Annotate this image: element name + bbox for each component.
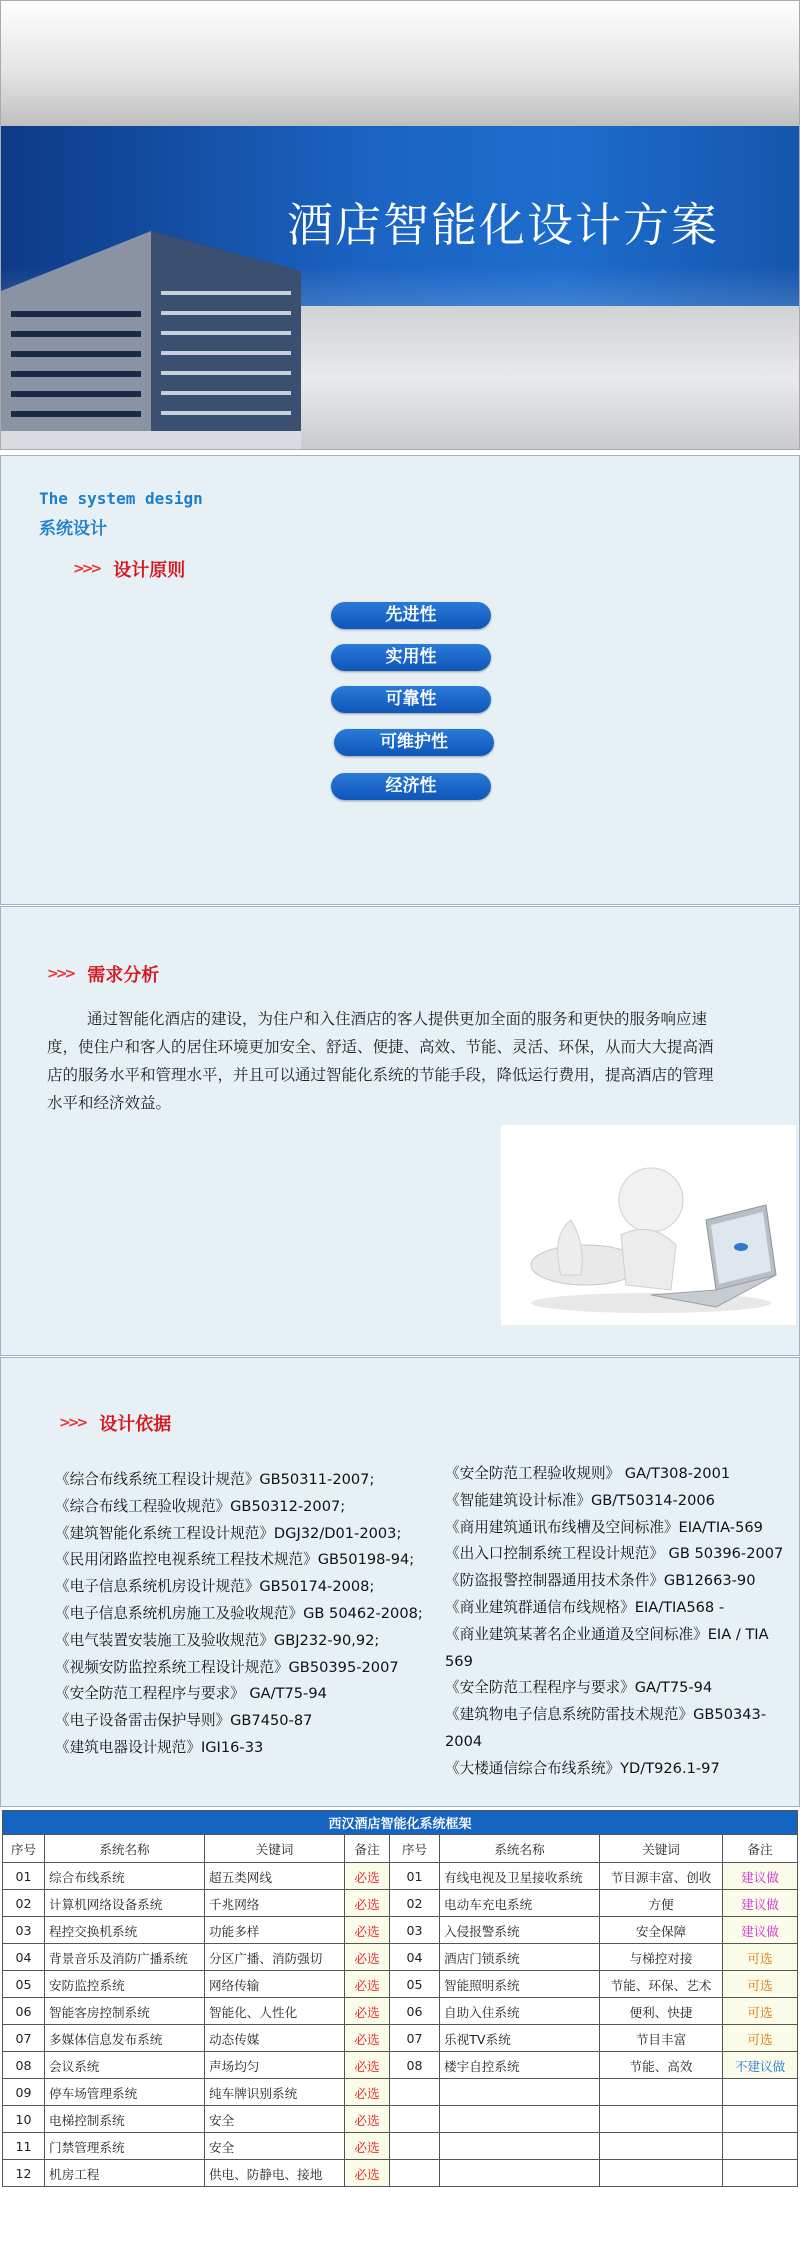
row-system-name: 自助入住系统	[440, 1998, 600, 2025]
header-note: 备注	[723, 1835, 798, 1863]
english-title: The system design	[39, 489, 203, 508]
row-keyword	[600, 2160, 723, 2187]
standard-item: 《电气装置安装施工及验收规范》GBJ232-90,92;	[55, 1631, 380, 1649]
row-note	[723, 2133, 798, 2160]
basis-heading-text: 设计依据	[99, 1414, 172, 1435]
row-index: 07	[390, 2025, 440, 2052]
row-system-name: 乐视TV系统	[440, 2025, 600, 2052]
row-system-name: 入侵报警系统	[440, 1917, 600, 1944]
row-system-name: 智能照明系统	[440, 1971, 600, 1998]
row-keyword	[600, 2133, 723, 2160]
row-note	[723, 2160, 798, 2187]
table-caption: 西汉酒店智能化系统框架	[3, 1811, 798, 1835]
row-index: 04	[3, 1944, 45, 1971]
principle-pill-maintainable: 可维护性	[334, 729, 494, 756]
standard-item: 《建筑智能化系统工程设计规范》DGJ32/D01-2003;	[55, 1524, 402, 1542]
chinese-title: 系统设计	[39, 519, 107, 539]
row-keyword: 功能多样	[205, 1917, 345, 1944]
row-note: 必选	[345, 2160, 390, 2187]
needs-heading	[47, 961, 159, 987]
standard-item: 《建筑电器设计规范》IGI16-33	[55, 1738, 264, 1756]
row-keyword: 智能化、人性化	[205, 1998, 345, 2025]
standard-item: 569	[445, 1652, 473, 1670]
row-note: 可选	[723, 1944, 798, 1971]
row-index: 04	[390, 1944, 440, 1971]
row-index: 03	[390, 1917, 440, 1944]
row-index: 05	[390, 1971, 440, 1998]
standard-item: 《出入口控制系统工程设计规范》 GB 50396-2007	[445, 1545, 784, 1563]
header-system-name: 系统名称	[45, 1835, 205, 1863]
header-index: 序号	[390, 1835, 440, 1863]
row-index: 12	[3, 2160, 45, 2187]
row-keyword: 节能、环保、艺术	[600, 1971, 723, 1998]
table-row	[3, 1863, 798, 1890]
row-index: 06	[3, 1998, 45, 2025]
table-row	[3, 2052, 798, 2079]
row-system-name	[440, 2160, 600, 2187]
row-note: 必选	[345, 1917, 390, 1944]
row-index: 01	[390, 1863, 440, 1890]
row-keyword: 超五类网线	[205, 1863, 345, 1890]
table-row	[3, 2079, 798, 2106]
row-index: 02	[390, 1890, 440, 1917]
row-system-name: 智能客房控制系统	[45, 1998, 205, 2025]
table-row	[3, 1944, 798, 1971]
row-index: 05	[3, 1971, 45, 1998]
row-keyword: 方便	[600, 1890, 723, 1917]
principles-heading-text: 设计原则	[113, 560, 186, 581]
row-index: 08	[3, 2052, 45, 2079]
row-note	[723, 2106, 798, 2133]
standard-item: 《安全防范工程程序与要求》 GA/T75-94	[55, 1685, 327, 1703]
row-note: 必选	[345, 1944, 390, 1971]
row-system-name	[440, 2133, 600, 2160]
hotel-building-illustration	[1, 231, 361, 450]
table-row	[3, 1917, 798, 1944]
row-index	[390, 2106, 440, 2133]
row-system-name: 楼宇自控系统	[440, 2052, 600, 2079]
principle-pill-practical: 实用性	[331, 644, 491, 671]
row-system-name: 综合布线系统	[45, 1863, 205, 1890]
row-system-name: 门禁管理系统	[45, 2133, 205, 2160]
row-index: 08	[390, 2052, 440, 2079]
standard-item: 《安全防范工程验收规则》 GA/T308-2001	[445, 1465, 731, 1482]
row-note: 必选	[345, 2133, 390, 2160]
row-note: 必选	[345, 2052, 390, 2079]
header-keyword: 关键词	[600, 1835, 723, 1863]
row-keyword: 便利、快捷	[600, 1998, 723, 2025]
row-keyword: 千兆网络	[205, 1890, 345, 1917]
needs-paragraph: 通过智能化酒店的建设，为住户和入住酒店的客人提供更加全面的服务和更快的服务响应速度，使住户和客人的居住环境更加安全、舒适、便捷、高效、节能、灵活、环保，从而大大提高酒店的服务水平和管理水平，并且可以通过智能化系统的节能手段，降低运行费用，提高酒店的管理水平和经济效益。	[47, 1010, 714, 1112]
row-system-name: 安防监控系统	[45, 1971, 205, 1998]
system-framework-slide	[0, 1808, 800, 2259]
row-index	[390, 2160, 440, 2187]
row-note: 必选	[345, 2025, 390, 2052]
table-row	[3, 1971, 798, 1998]
cover-title: 酒店智能化设计方案	[287, 198, 719, 252]
row-note: 必选	[345, 2106, 390, 2133]
row-keyword: 纯车牌识别系统	[205, 2079, 345, 2106]
row-system-name: 有线电视及卫星接收系统	[440, 1863, 600, 1890]
row-keyword: 供电、防静电、接地	[205, 2160, 345, 2187]
standards-list-right	[445, 1461, 783, 1783]
table-row	[3, 1890, 798, 1917]
row-index: 01	[3, 1863, 45, 1890]
row-system-name: 会议系统	[45, 2052, 205, 2079]
row-note: 可选	[723, 1971, 798, 1998]
triple-arrow-icon: >>>	[59, 1415, 86, 1431]
triple-arrow-icon: >>>	[47, 966, 74, 982]
row-index: 10	[3, 2106, 45, 2133]
row-keyword: 声场均匀	[205, 2052, 345, 2079]
row-note: 可选	[723, 1998, 798, 2025]
standard-item: 《商用建筑通讯布线槽及空间标准》EIA/TIA-569	[445, 1518, 763, 1536]
row-system-name: 电动车充电系统	[440, 1890, 600, 1917]
row-note: 必选	[345, 1890, 390, 1917]
row-note: 必选	[345, 2079, 390, 2106]
needs-analysis-slide	[0, 906, 800, 1356]
row-index	[390, 2133, 440, 2160]
header-note: 备注	[345, 1835, 390, 1863]
table-row	[3, 1998, 798, 2025]
row-keyword: 节目丰富	[600, 2025, 723, 2052]
standard-item: 《安全防范工程程序与要求》GA/T75-94	[445, 1679, 713, 1697]
row-note: 必选	[345, 1863, 390, 1890]
row-note	[723, 2079, 798, 2106]
triple-arrow-icon: >>>	[73, 561, 100, 577]
row-keyword: 安全	[205, 2133, 345, 2160]
principle-pill-advanced: 先进性	[331, 602, 491, 629]
row-system-name	[440, 2079, 600, 2106]
row-note: 必选	[345, 1998, 390, 2025]
row-index: 03	[3, 1917, 45, 1944]
row-index	[390, 2079, 440, 2106]
standard-item: 《综合布线工程验收规范》GB50312-2007;	[55, 1497, 346, 1515]
row-note: 建议做	[723, 1890, 798, 1917]
row-system-name: 计算机网络设备系统	[45, 1890, 205, 1917]
row-note: 不建议做	[723, 2052, 798, 2079]
row-system-name	[440, 2106, 600, 2133]
basis-heading	[59, 1410, 171, 1436]
design-basis-slide	[0, 1357, 800, 1807]
standard-item: 《电子设备雷击保护导则》GB7450-87	[55, 1712, 313, 1730]
standards-list-left	[55, 1467, 423, 1762]
row-index: 02	[3, 1890, 45, 1917]
row-keyword: 节目源丰富、创收	[600, 1863, 723, 1890]
row-note: 必选	[345, 1971, 390, 1998]
row-system-name: 电梯控制系统	[45, 2106, 205, 2133]
standard-item: 《综合布线系统工程设计规范》GB50311-2007;	[55, 1471, 375, 1488]
row-keyword: 与梯控对接	[600, 1944, 723, 1971]
row-keyword: 安全保障	[600, 1917, 723, 1944]
principle-pill-economical: 经济性	[331, 773, 491, 800]
row-index: 09	[3, 2079, 45, 2106]
standard-item: 《建筑物电子信息系统防雷技术规范》GB50343-	[445, 1706, 767, 1724]
principles-heading	[73, 556, 185, 582]
table-header-row	[3, 1835, 798, 1863]
standard-item: 《电子信息系统机房施工及验收规范》GB 50462-2008;	[55, 1604, 423, 1622]
principle-pill-reliable: 可靠性	[331, 686, 491, 713]
row-keyword: 节能、高效	[600, 2052, 723, 2079]
row-keyword	[600, 2079, 723, 2106]
row-note: 建议做	[723, 1917, 798, 1944]
table-row	[3, 2025, 798, 2052]
row-system-name: 背景音乐及消防广播系统	[45, 1944, 205, 1971]
row-keyword	[600, 2106, 723, 2133]
design-principles-slide	[0, 455, 800, 905]
standard-item: 《电子信息系统机房设计规范》GB50174-2008;	[55, 1578, 375, 1596]
row-system-name: 停车场管理系统	[45, 2079, 205, 2106]
row-index: 11	[3, 2133, 45, 2160]
header-index: 序号	[3, 1835, 45, 1863]
row-index: 06	[390, 1998, 440, 2025]
row-note: 建议做	[723, 1863, 798, 1890]
standard-item: 2004	[445, 1732, 483, 1750]
row-keyword: 安全	[205, 2106, 345, 2133]
standard-item: 《智能建筑设计标准》GB/T50314-2006	[445, 1491, 715, 1509]
row-system-name: 程控交换机系统	[45, 1917, 205, 1944]
standard-item: 《视频安防监控系统工程设计规范》GB50395-2007	[55, 1658, 399, 1676]
standard-item: 《民用闭路监控电视系统工程技术规范》GB50198-94;	[55, 1551, 415, 1569]
system-framework-table	[2, 1810, 798, 2187]
standard-item: 《大楼通信综合布线系统》YD/T926.1-97	[445, 1759, 720, 1777]
table-row	[3, 2160, 798, 2187]
row-keyword: 分区广播、消防强切	[205, 1944, 345, 1971]
header-keyword: 关键词	[205, 1835, 345, 1863]
row-note: 可选	[723, 2025, 798, 2052]
row-system-name: 酒店门锁系统	[440, 1944, 600, 1971]
table-row	[3, 2133, 798, 2160]
cover-slide	[0, 0, 800, 450]
table-row	[3, 2106, 798, 2133]
row-index: 07	[3, 2025, 45, 2052]
person-with-laptop-illustration	[501, 1125, 796, 1325]
row-system-name: 机房工程	[45, 2160, 205, 2187]
cover-top-band	[1, 1, 800, 126]
standard-item: 《商业建筑群通信布线规格》EIA/TIA568 -	[445, 1598, 725, 1616]
standard-item: 《商业建筑某著名企业通道及空间标准》EIA / TIA	[445, 1625, 769, 1643]
row-keyword: 动态传媒	[205, 2025, 345, 2052]
row-keyword: 网络传输	[205, 1971, 345, 1998]
header-system-name: 系统名称	[440, 1835, 600, 1863]
row-system-name: 多媒体信息发布系统	[45, 2025, 205, 2052]
needs-heading-text: 需求分析	[87, 965, 160, 986]
standard-item: 《防盗报警控制器通用技术条件》GB12663-90	[445, 1572, 756, 1590]
